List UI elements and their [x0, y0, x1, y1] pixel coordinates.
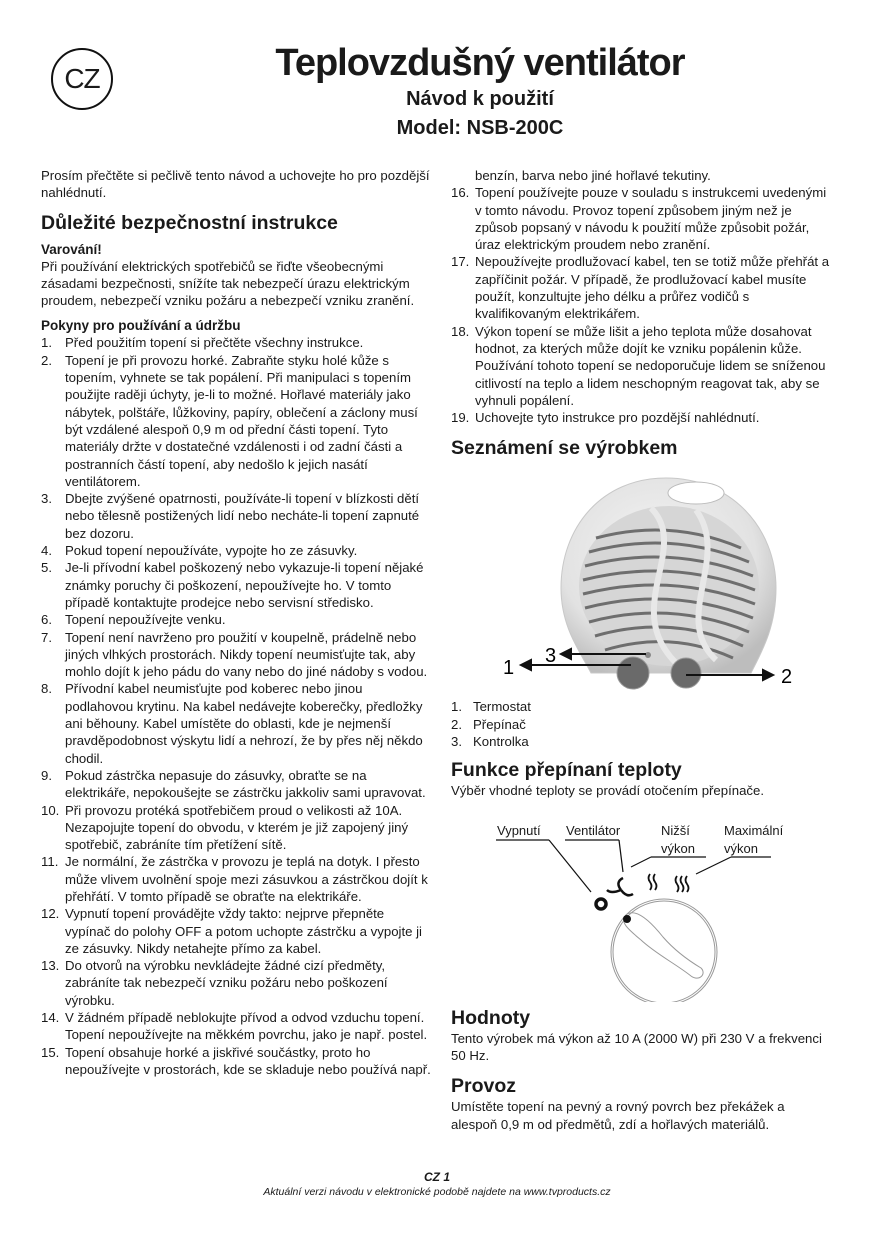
item-number: 16.: [451, 185, 470, 201]
item-text: Při provozu protéká spotřebičem proud o velikosti až 10A. Nezapojujte topení do obvodu, v kterém je již zapojený jiný spotřebič, zabráníte tím přetížení sítě.: [65, 802, 409, 853]
list-item: [451, 323, 831, 409]
parts-list: [451, 698, 831, 750]
item-number: 9.: [41, 767, 52, 783]
list-item: [451, 698, 831, 715]
item-number: 2.: [41, 352, 52, 368]
item-number: 5.: [41, 560, 52, 576]
item-number: 8.: [41, 681, 52, 697]
item-text: Topení je při provozu horké. Zabraňte styku holé kůže s topením, vyhnete se tak popálení. Při manipulaci s topením použijte raději úchyty, je-li to možné. Hořlavé materiály jako nábytek, polštáře, lůžkoviny, papíry, oblečení a záclony musí být vzdálené alespoň 0,9 m od přední části topení. Tyto materiály držte v dostatečné vzdálenosti i od zadní části a postranních částí topení, aby nedošlo k jejich nasátí ventilátorem.: [65, 352, 418, 489]
ratings-heading: Hodnoty: [451, 1006, 531, 1029]
document-title: Teplovzdušný ventilátor: [275, 42, 685, 84]
fan-symbol-icon: [607, 878, 633, 895]
list-item: [41, 905, 433, 957]
warning-title: Varování!: [41, 241, 102, 257]
left-column: [41, 167, 433, 1078]
item-number: 1.: [451, 699, 462, 715]
list-item: [41, 490, 433, 542]
list-item: [41, 1009, 433, 1044]
page-number: CZ 1: [423, 1170, 450, 1184]
item-number: 6.: [41, 612, 52, 628]
intro-text: Prosím přečtěte si pečlivě tento návod a uchovejte ho pro pozdější nahlédnutí.: [41, 168, 430, 201]
list-item: [41, 680, 433, 766]
temp-switch-heading: Funkce přepínaní teploty: [451, 759, 682, 782]
list-item: [41, 611, 433, 628]
item-number: 12.: [41, 906, 60, 922]
item-number: 2.: [451, 716, 462, 732]
item-text: Topení není navrženo pro použití v koupelně, prádelně nebo jiných vlhkých prostorách. Nikdy topení neumisťujte tak, aby mohlo dojít k jeho pádu do vany nebo do jiné nádoby s vodou.: [65, 629, 428, 680]
model-number: Model: NSB-200C: [396, 117, 564, 139]
usage-title: Pokyny pro používání a údržbu: [41, 318, 241, 334]
list-item: [41, 1044, 433, 1079]
label-off: Vypnutí: [497, 822, 541, 838]
part-label: Přepínač: [473, 716, 526, 732]
language-code: CZ: [64, 63, 100, 94]
list-item: [41, 542, 433, 559]
item-number: 10.: [41, 802, 60, 818]
item-text: Nepoužívejte prodlužovací kabel, ten se totiž může přehřát a zapříčinit požár. V případě, že prodlužovací kabel musíte použít, konzultujte jeho délku a průřez vodičů s kvalifikovaným elektrikářem.: [475, 254, 830, 322]
document-header: [200, 40, 760, 143]
item-text: Pokud topení nepoužíváte, vypojte ho ze zásuvky.: [65, 543, 358, 559]
part-label: Kontrolka: [473, 734, 529, 750]
item-text: Dbejte zvýšené opatrnosti, používáte-li topení v blízkosti dětí nebo tělesně postižených lidí nebo necháte-li topení zapnuté bez dozoru.: [65, 491, 420, 541]
list-item: [451, 253, 831, 322]
callout-1: 1: [503, 657, 515, 680]
label-low-1: Nižší: [661, 822, 690, 838]
list-item: [451, 409, 831, 426]
list-item: [41, 559, 433, 611]
right-column: [451, 167, 831, 1133]
item-text: Vypnutí topení provádějte vždy takto: nejprve přepněte vypínač do polohy OFF a potom uchopte zástrčku a vypojte ji ze zásuvky. Nikdy netahejte přímo za kabel.: [65, 906, 422, 956]
label-fan: Ventilátor: [566, 822, 621, 838]
list-item: [41, 802, 433, 854]
item-number: 19.: [451, 410, 470, 426]
footer-note: Aktuální verzi návodu v elektronické podobě najdete na www.tvproducts.cz: [263, 1186, 611, 1198]
list-item: [41, 957, 433, 1009]
item-number: 3.: [41, 491, 52, 507]
list-item: [451, 733, 831, 750]
list-item: [451, 716, 831, 733]
label-max-2: výkon: [724, 840, 758, 856]
safety-list-continued: [451, 184, 831, 426]
list-item: [41, 767, 433, 802]
item-number: 11.: [41, 854, 59, 870]
list-item: [41, 352, 433, 490]
item-text: V žádném případě neblokujte přívod a odvod vzduchu topení. Topení nepoužívejte na měkkém povrchu, jako je např. postel.: [65, 1010, 428, 1043]
operation-heading: Provoz: [451, 1075, 517, 1098]
item-number: 14.: [41, 1010, 60, 1026]
item-text: Topení používejte pouze v souladu s instrukcemi uvedenými v tomto návodu. Provoz topení způsobem jiným než je způsob popsaný v návodu k použití může způsobit požár, úraz elektrickým proudem nebo zranění.: [475, 185, 827, 253]
warning-text: Při používání elektrických spotřebičů se řiďte všeobecnými zásadami bezpečnosti, snížíte tak nebezpečí úrazu elektrickým proudem, nebezpečí vzniku požáru a nebezpečí vzniku zranění.: [41, 258, 415, 309]
item-number: 13.: [41, 958, 60, 974]
dial-icon: [491, 812, 821, 1002]
item-number: 18.: [451, 323, 470, 339]
item-text: Uchovejte tyto instrukce pro pozdější nahlédnutí.: [475, 410, 760, 426]
max-heat-icon: [676, 876, 689, 892]
item-text: Topení obsahuje horké a jiskřivé součástky, proto ho nepoužívejte v prostorách, kde se skladuje nebo používá např.: [65, 1044, 431, 1077]
ratings-text: Tento výrobek má výkon až 10 A (2000 W) při 230 V a frekvenci 50 Hz.: [451, 1030, 822, 1063]
heater-illustration: [501, 468, 831, 698]
item-number: 4.: [41, 543, 52, 559]
item-15-continuation: benzín, barva nebo jiné hořlavé tekutiny.: [475, 168, 711, 183]
item-text: Pokud zástrčka nepasuje do zásuvky, obraťte se na elektrikáře, nepokoušejte se zástrčku jakkoliv sami upravovat.: [65, 767, 426, 801]
part-label: Termostat: [473, 699, 531, 715]
dial-diagram: [491, 812, 821, 1002]
safety-heading: Důležité bezpečnostní instrukce: [41, 211, 338, 234]
list-item: [41, 629, 433, 681]
document-subtitle: Návod k použití: [406, 88, 554, 110]
item-text: Před použitím topení si přečtěte všechny instrukce.: [65, 335, 364, 351]
label-max-1: Maximální: [724, 822, 784, 838]
callout-2: 2: [781, 666, 793, 689]
item-text: Přívodní kabel neumisťujte pod koberec nebo jinou podlahovou krytinu. Na kabel nedávejte koberečky, předložky ani běhouny. Kabel umístěte do oblasti, kde je nejmenší pravděpodobnost výskytu lidí a nehrozí, že by přes něj někdo chodil.: [65, 681, 423, 766]
item-number: 17.: [451, 254, 470, 270]
item-number: 7.: [41, 629, 52, 645]
low-heat-icon: [649, 874, 657, 890]
list-item: [41, 853, 433, 905]
list-item: [451, 184, 831, 253]
temp-switch-text: Výběr vhodné teploty se provádí otočením přepínače.: [451, 783, 765, 799]
list-item: [41, 334, 433, 351]
item-text: Výkon topení se může lišit a jeho teplota může dosahovat hodnot, za kterých může dojít ke vzniku popálenin kůže. Používání tohoto topení se nedoporučuje lidem se sníženou citlivostí na teplo a lidem neschopným reagovat tak, aby se vyhnuli popálení.: [475, 323, 826, 408]
callout-3: 3: [545, 645, 557, 668]
operation-text: Umístěte topení na pevný a rovný povrch bez překážek a alespoň 0,9 m od předmětů, zdí a hořlavých materiálů.: [451, 1099, 785, 1132]
product-heading: Seznámení se výrobkem: [451, 437, 678, 460]
item-text: Je-li přívodní kabel poškozený nebo vykazuje-li topení nějaké známky poruchy či poškození, nepoužívejte ho. V tomto případě kontaktujte prodejce nebo servisní středisko.: [65, 560, 424, 610]
dial-indicator-icon: [623, 915, 631, 923]
item-text: Topení nepoužívejte venku.: [65, 612, 226, 628]
item-number: 3.: [451, 734, 462, 750]
language-badge: [51, 48, 113, 110]
item-number: 1.: [41, 335, 52, 351]
label-low-2: výkon: [661, 840, 695, 856]
item-text: Do otvorů na výrobku nevkládejte žádné cizí předměty, zabráníte tak nebezpečí vzniku požáru nebo poškození výrobku.: [65, 958, 388, 1008]
item-number: 15.: [41, 1044, 60, 1060]
fan-heater-icon: [501, 468, 831, 698]
item-text: Je normální, že zástrčka v provozu je teplá na dotyk. I přesto může vlivem uvolnění spoje mezi zásuvkou a zástrčkou dojít k přehřátí. V tomto případě se obraťte na elektrikáře.: [65, 854, 428, 904]
off-symbol-icon: [596, 899, 606, 909]
safety-list: [41, 334, 433, 1078]
